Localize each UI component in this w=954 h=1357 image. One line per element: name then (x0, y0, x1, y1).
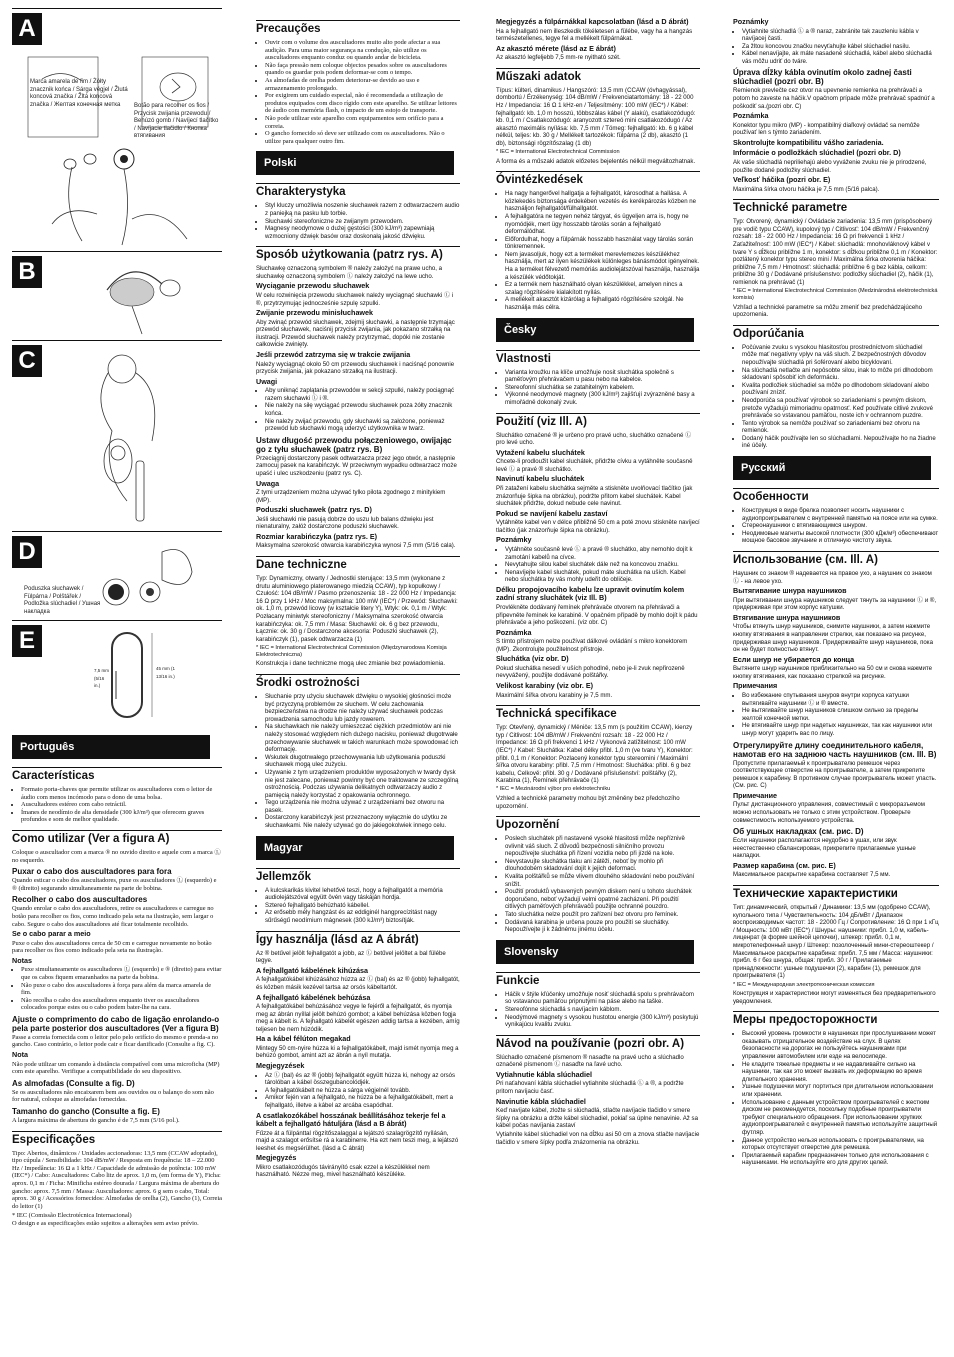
subheading: Pokud se navíjení kabelu zastaví (496, 508, 608, 518)
paragraph: Az akasztó legfeljebb 7,5 mm-re nyitható szét. (496, 54, 621, 62)
paragraph: Provlékněte dodávaný řemínek přehrávače otvorem na přehrávači a připevněte řemínek ke karabině. V opačném případě by mohlo dojít k pádu přehrávače a jeho poškození. (viz obr. C) (496, 603, 698, 627)
paragraph: Mintegy 50 cm-nyire húzza ki a fejhallgatókábelt, majd ismét nyomja meg a behúzó gombot, amint azt az ábrán a nyíl mutatja. (256, 1044, 459, 1060)
list-item: • Poslech sluchátek při nastavené vysoké hlasitosti může nepříznivě ovlivnit váš sluch. Z důvodů bezpečnosti silničního provozu nepoužívejte sluchátka při řízení vozidla nebo při jízdě na kole. (505, 835, 700, 858)
column-3 (496, 8, 700, 1148)
list-item: • A mellékelt akasztót kizárólag a fejhallgató rögzítésére szolgál. Ne használja más célra. (505, 296, 700, 311)
figure-b-label: B (12, 256, 42, 288)
heading-hu-features: Jellemzők (256, 868, 460, 884)
section-pt-use (12, 830, 222, 1125)
paragraph: Puxe o cabo dos auscultadores cerca de 50 cm e carregue novamente no botão para recolher os fios como indicado pela seta na ilustração. (12, 939, 212, 955)
figure-e-label: E (12, 625, 42, 657)
section-pt-specs (12, 1131, 222, 1228)
figure-a-label: A (12, 13, 42, 45)
lang-header-cesky: Česky (496, 318, 694, 342)
list-item: • Počúvanie zvuku s vysokou hlasitosťou prostredníctvom slúchadiel môže mať negatívny vplyv na váš sluch. Z bezpečnostných dôvodov nepoužívajte slúchadlá pri šoférovaní alebo bicyklovaní. (742, 344, 939, 367)
list-item: • Ez a termék nem használható olyan készülékkel, amelyen nincs a szalag rögzítésére kialakított nyílás. (505, 281, 700, 296)
subheading: Примечания (733, 681, 778, 691)
list-item: • Amikor fején van a fejhallgató, ne húzza be a fejhallgatókábelt, mert a fejhallgató, illetve a kábel az arcába csapódhat. (265, 1094, 460, 1109)
list-item: • Прилагаемый карабин предназначен только для использования с наушниками. Не используйте его для других целей. (742, 1152, 939, 1167)
heading-cs-precautions: Upozornění (496, 816, 700, 832)
list-item: • Неодимовые магниты высокой плотности (300 кДж/м³) обеспечивают мощное басовое звучание и отличную чистоту звука. (742, 530, 939, 545)
subheading: Poznámky (496, 535, 532, 545)
paragraph: Максимальное раскрытие карабина составляет 7,5 мм. (733, 871, 891, 879)
subheading: Skontrolujte kompatibilitu vášho zariadenia. (733, 137, 884, 147)
figure-d-caption: Poduszka słuchawek / Fülpárna / Polštářek / Podložka slúchadiel / Ушная накладка (24, 586, 101, 615)
subheading: Vytažení kabelu sluchátek (496, 447, 585, 457)
heading-pt-specs: Especificações (12, 1131, 222, 1147)
list-item: • Az Ⓛ (bal) és az ® (jobb) fejhallgatót együtt húzza ki, nehogy az orsós tárolóban a kábel összegubancolódjék. (265, 1072, 460, 1087)
column-2 (256, 8, 460, 1181)
paragraph: Typ: Dynamiczny, otwarty / Jednostki sterujące: 13,5 mm (wykonane z drutu aluminiowego platerowanego miedzią CCAW), typ kopułkowy / Czułość: 104 dB/mW / Pasmo przenoszenia: 18 - 22 000 Hz / Impedancja: 16 Ω przy 1 kHz / Moc maksymalna: 100 mW (IEC*) / Przewód: Słuchawki: ok. 1,0 m, przewód licowy (w kształcie litery Y), Wtyk: ok. 0,1 m / Wtyk: Pozłacany miniwtyk stereofoniczny / Maksymalna szerokość otwarcia karabińczyka: ok. 7,5 mm / Masa: Słuchawki: ok. 6 g bez przewodu, Łącznie: ok. 30 g / Dostarczone akcesoria: Poduszki słuchawek (2), karabińczyk (1), pasek odtwarzacza (1) (256, 575, 458, 643)
list-item: • Tento výrobok sa nemôže používať so zariadeniami bez otvoru na remienok. (742, 420, 939, 435)
paragraph: O design e as especificações estão sujeitos a alterações sem aviso prévio. (12, 1220, 199, 1228)
list-item: • Высокий уровень громкости в наушниках при прослушивании может оказывать отрицательное воздействие на слух. В целях безопасности на дорогах не пользуйтесь наушниками при управлении автомобилем или езде на велосипеде. (742, 1030, 939, 1060)
subheading: Rozmiar karabińczyka (patrz rys. E) (256, 531, 378, 541)
paragraph: A fejhallgatókábel behúzásához vegye le fejéről a fejhallgatót, és nyomja meg az ábrán nyíllal jelölt behúzó gombot; a kábel behúzása közben fogja meg a kábelt is. A fejhallgató kábelét egészen addig tartsa a kezében, amíg teljesen be nem húzódik. (256, 1003, 460, 1033)
subheading: A fejhallgató kábelének kihúzása (256, 965, 368, 975)
heading-pt-precautions: Precauções (256, 20, 460, 36)
paragraph: Vzhled a technické parametry mohou být změněny bez předchozího upozornění. (496, 794, 680, 810)
list-item: • A fejhallgatókábelt ne húzza a sárga végjelnél tovább. (265, 1087, 460, 1095)
figure-a (12, 8, 222, 251)
list-item: • Słuchawki stereofoniczne ze zwijanym przewodem. (265, 218, 460, 226)
paragraph: Chcete-li prodloužit kabel sluchátek, přidržte cívku a vytáhněte současně levé Ⓛ a pravé ® sluchátko. (496, 458, 693, 473)
paragraph: Se os auscultadores não encaixarem bem aos ouvidos ou o balanço do som não for natural, coloque as almofadas fornecidas. (12, 1088, 214, 1104)
heading-cs-specs: Technická specifikace (496, 705, 700, 721)
paragraph: Tipo: Abertos, dinâmicos / Unidades accionadoras: 13,5 mm (CCAW adoptado), tipo cúpula / Sensibilidade: 104 dB/mW / Resposta em frequência: 18 – 22.000 Hz / Impedância: 16 Ω a 1 kHz / Capacidade de admissão de potência: 100 mW (IEC*) / Cabo: Auscultadores: Cabo litz de aprox. 1,0 m, (em forma de Y), Ficha: aprox. 0,1 m / Ficha: Minificha estéreo dourada / Largura máxima de abertura do gancho: aprox. 7,5 mm / Massa: Auscultadores: aprox. 6 g sem o cabo, Total: aprox. 30 g / Acessórios fornecidos: Almofadas de orelha (2), Gancho (1), Correia do leitor (1) (12, 1149, 222, 1210)
list-item: • Не кладите тяжелые предметы и не надавливайте сильно на наушники, так как это может вызвать их деформацию во время длительного хранения. (742, 1061, 939, 1084)
paragraph: Ak vaše slúchadlá nepriliehajú alebo vyváženie zvuku nie je prirodzené, použite dodané podložky slúchadiel. (733, 158, 927, 174)
list-item: • Kvalita polštářků se může vlivem dlouhého skladování nebo používání snížit. (505, 873, 700, 888)
paragraph: Тип: динамический, открытый / Динамики: 13,5 мм (одобрено CCAW), купольного типа / Чувствительность: 104 дБ/мВт / Диапазон воспроизводимых частот: 18 - 22000 Гц / Сопротивление: 16 Ω при 1 кГц / Мощность: 100 мВт (IEC*) / Шнуры: наушники: прибл. 1,0 м, кабель-лиценрат (в форме шейной цепочки), штекер: прибл. 0,1 м, микротелефонный шнур / Штекер: позолоченный мини-стереоштекер / Максимальное раскрытие карабина: прибл. 7,5 мм / Масса: наушники: прибл. 6 г без шнура, общая: прибл. 30 г / Прилагаемые принадлежности: ушные подушечки (2), карабин (1), ремешок для проигрывателя (1) (733, 904, 939, 980)
lang-header-polski: Polski (256, 151, 454, 175)
heading-sk-precautions: Odporúčania (733, 325, 939, 341)
subheading: Uwaga (256, 478, 280, 488)
subheading: Informácie o podložkách slúchadiel (pozri obr. D) (733, 148, 901, 158)
list-item: • Słuchanie przy użyciu słuchawek dźwięku o wysokiej głośności może być przyczyną problemów ze słuchem. W celu zachowania bezpieczeństwa na drodze nie należy używać słuchawek podczas prowadzenia samochodu lub jazdy rowerem. (265, 693, 460, 723)
heading-pl-features: Charakterystyka (256, 183, 460, 199)
column-1 (12, 8, 222, 1232)
paragraph: Наушник со знаком ® надевается на правое ухо, а наушник со знаком Ⓛ - на левое ухо. (733, 570, 932, 585)
paragraph: Sluchátko označené ® je určeno pro pravé ucho, sluchátko označené Ⓛ pro levé ucho. (496, 431, 692, 447)
list-item: • Stereofonní sluchátka se zatahitelným kabelem. (505, 384, 700, 392)
figure-e-length-dim: 45 mm (1 13/16 in.) (156, 666, 176, 679)
subheading: Если шнур не убирается до конца (733, 654, 855, 664)
list-item: • Ímanes de neodímio de alta densidade (300 kJ/m³) que oferecem graves profundos e som de melhor qualidade. (21, 809, 222, 824)
list-item: • Sztereó fejhallgató behúzható kábellel. (265, 902, 460, 910)
list-item: • Não recolha o cabo dos auscultadores enquanto tiver os auscultadores colocados porque estes ou o cabo podem bater-lhe na cara. (21, 997, 222, 1012)
list-item: • A fejhallgatóra ne tegyen nehéz tárgyat, és ügyeljen arra is, hogy ne nyomódjék, mert ügy hosszabb tárolás során a fejhallgató deformálódhat. (505, 213, 700, 236)
subheading: Se o cabo parar a meio (12, 929, 91, 939)
figure-e-opening-dim: 7,5 mm (5/16 in.) (94, 668, 110, 689)
subheading: Poznámka (733, 111, 769, 121)
list-item: • Dodaný háčik používajte len so slúchadlami. Nepoužívajte ho na žiadne iné účely. (742, 435, 939, 450)
paragraph: Slúchadlo označené písmenom ® nasaďte na pravé ucho a slúchadlo označené písmenom Ⓛ nasaďte na ľavé ucho. (496, 1053, 684, 1069)
list-item: • Kábel nenavíjajte, ak máte nasadené slúchadlá, kábel alebo slúchadlá vás môžu udriť do tváre. (742, 50, 939, 65)
paragraph: Чтобы втянуть шнур наушников, снимите наушники, а затем нажмите кнопку втягивания в направлении стрелки, как показано на рисунке, придерживая шнур наушников. Придерживайте шнур наушников, пока он не будет полностью втянут. (733, 623, 933, 654)
subheading: Velikost karabiny (viz obr. E) (496, 681, 594, 691)
paragraph: Quando esticar o cabo dos auscultadores, puxe os auscultadores Ⓛ (esquerdo) e ® (direito) segurando simultaneamente na parte de bobina. (12, 877, 217, 892)
list-item: • Tego urządzenia nie można używać z urządzeniami bez otworu na pasek. (265, 799, 460, 814)
footnote: * IEC = Mezinárodní výbor pro elektrotechniku (496, 786, 611, 793)
heading-pt-use: Como utilizar (Ver a figura A) (12, 830, 222, 846)
subheading: Megjegyzés a fülpárnákkal kapcsolatban (lásd a D ábrát) (496, 17, 689, 26)
paragraph: При вытягивании шнура наушников следует тянуть за наушники Ⓛ и ®, придерживая при этом корпус катушки. (733, 596, 937, 612)
list-item: • Aby uniknąć zaplątania przewodów w sekcji szpulki, należy pociągnąć razem słuchawki Ⓛ i ®. (265, 387, 460, 402)
heading-ru-use: Использование (см. Ill. A) (733, 551, 939, 567)
paragraph: Konektor typu mikro (MP) - kompatibilný diaľkový ovládač sa nemôže používať len s týmto zariadením. (733, 121, 920, 137)
heading-cs-use: Použití (viz Ill. A) (496, 413, 700, 429)
paragraph: Ha a fejhallgató nem illeszkedik tökéletesen a fülébe, vagy ha a hangzás természetellenes, tegye fel a mellékelt fülpárnákat. (496, 27, 693, 43)
heading-sk-use: Návod na používanie (pozri obr. A) (496, 1035, 700, 1051)
list-item: • Neodporúča sa používať výrobok so zariadeniami s pevným diskom, pretože vyžadujú mimoriadnu opatrnosť. Keď používate citlivé zvukové prehrávače so vstavanou pamäťou, noste ich v ochrannom puzdre. (742, 397, 939, 420)
subheading: Poznámky (733, 17, 769, 26)
paragraph: Jeśli słuchawki nie pasują dobrze do uszu lub balans dźwięku jest nienaturalny, załóż dostarczone poduszki słuchawek. (256, 515, 434, 531)
list-item: • Puxe simultaneamente os auscultadores Ⓛ (esquerdo) e ® (direito) para evitar que os cabos fiquem emaranhados na parte da bobina. (21, 966, 222, 981)
paragraph: Típus: külteri, dinamikus / Hangszóró: 13,5 mm (CCAW (óvhagyással), dombortú / Érzékenység: 104 dB/mW / Frekvenciatartomány: 18 - 22 000 Hz / Impedancia: 16 Ω 1 kHz-en / Teljesítmény: 100 mW (IEC*) / Kábel: fejhallgató: kb. 1,0 m hosszú, többszálas kábel (Y alakú), csatlakozódugó: kb. 0,1 m / Csatlakozódugó: aranyozott sztereó mini csatlakozódugó / Az akasztó maximális nyílása: kb. 7,5 mm / Tömeg: fejhallgató: kb. 6 g kábel nélkül, teljes: kb. 30 g / Mellékelt tartozékok: fülpárna (2 db), akasztó (1 db), biztonsági rögzítőszalag (1 db) (496, 86, 696, 147)
list-item: • Ouvir com o volume dos auscultadores muito alto pode afectar a sua audição. Para uma maior segurança na condução, não utilize os auscultadores enquanto conduz ou quando andar de bicicleta. (265, 39, 460, 62)
list-item: • Nie należy zwijać przewodu, gdy słuchawki są założone, ponieważ przewód lub słuchawki mogą uderzyć użytkownika w twarz. (265, 418, 460, 433)
subheading: Poduszki słuchawek (patrz rys. D) (256, 505, 372, 515)
subheading: Tamanho do gancho (Consulte a fig. E) (12, 1106, 160, 1116)
heading-cs-features: Vlastnosti (496, 350, 700, 366)
heading-ru-precautions: Меры предосторожности (733, 1011, 939, 1027)
subheading: Navinutí kabelu sluchátek (496, 474, 585, 484)
list-item: • Nevystavujte sluchátka tlaku ani zátěži, neboť by mohlo při dlouhodobém skladování dojít k jejich deformaci. (505, 858, 700, 873)
subheading: Zwijanie przewodu minisłuchawek (256, 308, 374, 318)
list-item: • Não puxe o cabo dos auscultadores à força para além da marca amarela de fim. (21, 982, 222, 997)
subheading: Jeśli przewód zatrzyma się w trakcie zwijania (256, 350, 411, 360)
subheading: Délku propojovacího kabelu lze upravit ovinutím kolem zadní strany sluchátek (viz Ill. B) (496, 584, 685, 603)
subheading: Nota (12, 1050, 28, 1060)
subheading: Втягивание шнура наушников (733, 612, 841, 622)
paragraph: Remienok prevlečte cez otvor na upevnenie remienka na prehrávači a potom ho zaveste na háčik.V opačnom prípade môže prehrávač spadnúť a poškodiť sa.(pozri obr. C) (733, 87, 935, 110)
list-item: • Styl kluczy umożliwia noszenie słuchawek razem z odtwarzaczem audio z paniejką na pasku lub torbie. (265, 202, 460, 217)
heading-pl-use: Sposób użytkowania (patrz rys. A) (256, 246, 460, 262)
paragraph: Maximální šířka otvoru karabiny je 7,5 mm. (496, 691, 613, 699)
list-item: • Używanie z tym urządzeniem produktów wyposażonych w twardy dysk nie jest zalecane, ponieważ powinny być one traktowane ze szczególną ostrożnością. Podczas używania delikatnych odtwarzaczy audio z pamięcią należy korzystać z opakowania ochronnego. (265, 769, 460, 799)
list-item: • Dostarczony karabińczyk jest przeznaczony wyłącznie do użytku ze słuchawkami. Nie należy używać go do jakiegokolwiek innego celu. (265, 814, 460, 829)
figure-c (12, 340, 222, 531)
heading-pt-features: Características (12, 767, 222, 783)
paragraph: Fűzze át a fülpánttal rögzítőszalaggal a lejátszó szalagrögzítő nyílásán, majd a szalagot erősítse rá a karabinerre. Ha ezt nem teszi meg, a lejátszó leeshet és megsérülhet. (lásd a C ábrát) (256, 1129, 459, 1152)
footnote: * IEC = International Electrotechnical Commission (Medzinárodná elektrotechnická komisia) (733, 288, 938, 302)
paragraph: A largura máxima de abertura do gancho é de 7,5 mm (5/16 pol.). (12, 1116, 180, 1124)
figure-b-illustration (12, 252, 222, 340)
list-item: • Не вытягивайте шнур наушников слишком сильно за пределы желтой конечной метки. (742, 707, 939, 722)
subheading: A csatlakozókábel hosszának beállításához tekerje fel a kábelt a fejhallgató hátuljára (lásd a B ábrát) (256, 1110, 446, 1129)
subheading: Navinutie kábla slúchadiel (496, 1096, 586, 1106)
list-item: • Данное устройство нельзя использовать с проигрывателями, на которых отсутствует отверстие для ремешка. (742, 1137, 939, 1152)
list-item: • Neodýmové magnety s vysokou hustotou energie (300 kJ/m³) poskytujú vynikajúcu kvalitu zvuku. (505, 1014, 700, 1029)
paragraph: S tímto přístrojem nelze používat dálkové ovládání s mikro konektorem (MP). Zkontrolujte použitelnost přístroje. (496, 638, 688, 653)
list-item: • As almofadas de orelha podem deteriorar-se devido ao uso e armazenamento prolongado. (265, 77, 460, 92)
paragraph: Конструкция и характеристики могут изменяться без предварительного уведомления. (733, 990, 936, 1005)
list-item: • O gancho fornecido só deve ser utilizado com os auscultadores. Não o utilize para qualquer outro fim. (265, 130, 460, 145)
list-item: • Formato porta-chaves que permite utilizar os auscultadores com o leitor de áudio com menos incómodo para o dono de uma bolsa. (21, 786, 222, 801)
list-item: • Конструкция в виде брелка позволяет носить наушники с аудиопроигрывателем с внутренней памятью на поясе или на сумке. (742, 507, 939, 522)
paragraph: Vytiahnite kábel slúchadiel von na dĺžku asi 50 cm a znova stlačte navíjacie tlačidlo v smere šípky podľa znázornenia na obrázku. (496, 1131, 700, 1147)
paragraph: Keď navíjate kábel, zložte si slúchadlá, stlačte navíjacie tlačidlo v smere šípky na obrázku a držte kábel slúchadiel, pokiaľ sa úplne nenavinie. Až sa kábel počas navíjania zastaví (496, 1107, 698, 1130)
lang-header-portugues: Português (12, 735, 210, 759)
subheading: As almofadas (Consulte a fig. D) (12, 1078, 135, 1088)
paragraph: Aby zwinąć przewód słuchawek, zdejmij słuchawki, a następnie trzymając przewód słuchawek, naciśnij przycisk zwijania, jak pokazano strzałką na ilustracji. Przewód słuchawek należy przytrzymać, dopóki nie zostanie całkowicie zwinięty. (256, 318, 455, 349)
paragraph: Słuchawkę oznaczoną symbolem ® należy założyć na prawe ucho, a słuchawkę oznaczoną symbolem Ⓛ należy założyć na lewe ucho. (256, 265, 443, 280)
heading-hu-specs: Műszaki adatok (496, 68, 700, 84)
subheading: Размер карабина (см. рис. E) (733, 860, 836, 870)
heading-pl-specs: Dane techniczne (256, 556, 460, 572)
subheading: Вытягивание шнура наушников (733, 586, 847, 596)
heading-pl-precautions: Środki ostrożności (256, 674, 460, 690)
list-item: • Na slúchadlá netlačte ani nepôsobte silou, inak to môže pri dlhodobom skladovaní spôsobiť ich deformáciu. (742, 367, 939, 382)
heading-ru-features: Особенности (733, 488, 939, 504)
figure-d-label: D (12, 536, 42, 568)
subheading: Примечание (733, 790, 778, 800)
subheading: Recolher o cabo dos auscultadores (12, 895, 148, 905)
list-item: • Na słuchawkach nie należy umieszczać ciężkich przedmiotów ani nie należy stosować względem nich dużego nacisku, ponieważ długotrwałe przechowywanie słuchawek w takich warunkach może spowodować ich deformację. (265, 723, 460, 753)
lang-header-magyar: Magyar (256, 836, 454, 860)
subheading: Poznámka (496, 627, 532, 637)
list-item: • Stereofónne slúchadlá s navíjacím káblom. (505, 1006, 700, 1014)
list-item: • Az erősebb mély hangzást és az eddiginél hangprecízitást nagy sűrűségű neodímium mágnesek (300 kJ/m³) biztosítják. (265, 909, 460, 924)
subheading: A fejhallgató kábelének behúzása (256, 992, 371, 1002)
section-pt-precautions (256, 20, 460, 145)
paragraph: Coloque o auscultador com a marca ® no ouvido direito e aquele com a marca Ⓛ no esquerdo. (12, 848, 221, 864)
list-item: • Nie należy na siłę wyciągać przewodu słuchawek poza żółty znacznik końca. (265, 402, 460, 417)
list-item: • Za žltou koncovou značku nevyťahujte kábel slúchadiel nasilu. (742, 43, 939, 51)
list-item: • Não pode utilizar este aparelho com equipamentos sem orifício para a correia. (265, 115, 460, 130)
subheading: Отрегулируйте длину соединительного кабеля, намотав его на заднюю часть наушников (см. Ill. B) (733, 740, 937, 759)
subheading: Об ушных накладках (см. рис. D) (733, 827, 864, 837)
list-item: • A kulcskarikás kivitel lehetővé teszi, hogy a fejhallgatót a memória audiolejátszóval együtt övén vagy táskáján hordja. (265, 887, 460, 902)
paragraph: Typ: Otvorený, dynamický / Ovládacie zariadenia: 13,5 mm (prispôsobený pre vodič typu CCAW), kupolový typ / Citlivosť: 104 dB/mW / Frekvenčný rozsah: 18 - 22 000 Hz / Impedancia: 16 Ω pri frekvencii 1 kHz / Zaťažiteľnosť: 100 mW (IEC*) / Kábel: slúchadlá: mnohovláknový kábel v tvare Y s dĺžkou približne 1 m, konektor: s dĺžkou približne 0,1 m / Konektor: pozlátený konektor typu stereo mini / Maximálna šírka otvorenia háčika: približne 7,5 mm / Hmotnosť: slúchadlá: približne 6 g bez kábla, celkom: približne 30 g / Dodávané príslušenstvo: podložky slúchadiel (2), háčik (1), remienok na prehrávač (1) (733, 218, 938, 286)
list-item: • Nenavíjejte kabel sluchátek, pokud máte sluchátka na uších. Kabel nebo sluchátka by vás mohly udeřit do obličeje. (505, 569, 700, 584)
list-item: • Wskutek długotrwałego przechowywania lub użytkowania poduszki słuchawek mogą ulec zużyciu. (265, 754, 460, 769)
lang-header-russian: Русский (733, 456, 931, 480)
heading-sk-specs: Technické parametre (733, 199, 939, 215)
paragraph: Пропустите прилагаемый к проигрывателю ремешок через соответствующее отверстие на проигрывателе, а затем прикрепите ремешок к карабину. В противном случае проигрыватель может упасть. (См. рис. C) (733, 759, 937, 790)
subheading: Ustaw długość przewodu połączeniowego, owijając go z tyłu słuchawek (patrz rys. B) (256, 435, 452, 454)
subheading: Puxar o cabo dos auscultadores para fora (12, 867, 172, 877)
list-item: • Nem javasoljuk, hogy ezt a terméket merevlemezes készülékhez használja, mert az ilyen készülékek különleges bánásmódot igényelnek. Ha a terméket félvezető memóriás audiolejátszóval használja, használja a készülék védőtokját. (505, 251, 700, 281)
list-item: • Výkonné neodymové magnety (300 kJ/m³) zajišťují zvýrazněné basy a mimořádně dokonalý zvuk. (505, 391, 700, 406)
paragraph: Należy wyciągnąć około 50 cm przewodu słuchawek i naciśnąć ponownie przycisk zwijania, jak pokazano strzałką na ilustracji. (256, 360, 455, 376)
paragraph: Przeciągnij dostarczony pasek odtwarzacza przez jego otwór, a następnie zamocuj pasek na karabińczyk. W przeciwnym wypadku odtwarzacz może upaść i ulec uszkodzeniu (patrz rys. C). (256, 454, 457, 477)
paragraph: Если наушники располагаются неудобно в ушах, или звук неестественно сбалансирован, прикрепите прилагаемые ушные накладки. (733, 837, 916, 860)
paragraph: Pri naťahovaní kábla slúchadiel vytiahnite slúchadlá Ⓛ a ®, a podržte pritom navíjaciu časť. (496, 1080, 684, 1096)
paragraph: Quando enrolar o cabo dos auscultadores, retire os auscultadores e carregue no botão para recolher os fios, como indicado pela seta na ilustração, sem largar o cabo. Segure o cabo dos auscultadores até ficar totalmente recolhido. (12, 905, 214, 928)
list-item: • Tato sluchátka nelze použít pro zařízení bez otvoru pro řemínek. (505, 911, 700, 919)
subheading: Vytiahnutie kábla slúchadiel (496, 1069, 592, 1079)
list-item: • Во избежание спутывания шнуров внутри корпуса катушки вытягивайте наушники Ⓛ и ® вместе. (742, 692, 939, 707)
heading-hu-use: Így használja (lásd az A ábrát) (256, 931, 460, 947)
list-item: • Стереонаушники с втягивающимся шнуром. (742, 522, 939, 530)
heading-ru-specs: Технические характеристики (733, 885, 939, 901)
paragraph: A fejhallgatókábel kihúzásához húzza az Ⓛ (bal) és az ® (jobb) fejhallgatót, és közben másik kezével tartsa az orsós kábeltartót. (256, 976, 460, 991)
list-item: • Não faça pressão nem coloque objectos pesados sobre os auscultadores quando os guardar pois podem deformar-se com o tempo. (265, 62, 460, 77)
list-item: • Vytáhněte současně levé Ⓛ a pravé ® sluchátko, aby nemohlo dojít k zamotání kabelů na cívce. (505, 546, 700, 561)
paragraph: Při zatažení kabelu sluchátka sejměte a stiskněte uvolňovací tlačítko (jak znázorňuje šipka na obrázku), podržte přitom kabel sluchátek. Kabel sluchátek přidržte, dokud nebude cele navinut. (496, 484, 693, 508)
list-item: • Ha nagy hangerővel hallgatja a fejhallgatót, károsodhat a hallása. A közlekedés biztonsága érdekében vezetés és kerékpározás közben ne használjon fejhallgatót/fülhallgatót. (505, 190, 700, 213)
list-item: • Auscultadores estéreo com cabo retráctil. (21, 801, 222, 809)
lang-header-slovensky: Slovensky (496, 940, 694, 964)
figure-e-illustration (12, 621, 222, 727)
paragraph: Az ® betűvel jelölt fejhallgatót a jobb, az Ⓛ betűvel jelöltet a bal fülébe tegye. (256, 949, 446, 965)
list-item: • Por exigirem um cuidado especial, não é recomendada a utilização de produtos equipados com disco rígido com este aparelho. Se utilizar leitores de áudio com memória flash, o impacto de um estojo de transporte. (265, 92, 460, 115)
subheading: Notas (12, 955, 32, 965)
list-item: • Не втягивайте шнур при надетых наушниках, так как наушники или шнур могут ударить вас по лицу. (742, 722, 939, 737)
list-item: • Előfordulhat, hogy a fülpárnák hosszabb használat vagy tárolás során tönkremennek. (505, 236, 700, 251)
paragraph: Пульт дистанционного управления, совместимый с микроразъемом можно использовать не только с этим устройством. Проверьте совместимость используемого устройства. (733, 801, 925, 824)
heading-hu-precautions: Óvintézkedések (496, 171, 700, 187)
list-item: • Varianta kroužku na klíče umožňuje nosit sluchátka společně s paměťovým přehrávačem u pasu nebo na kabelce. (505, 369, 700, 384)
figure-e (12, 620, 222, 727)
paragraph: Typ: Otevřený, dynamický / Měniče: 13,5 mm (s použitím CCAW), kienzy typ / Citlivost: 104 dB/mW / Frekvenční rozsah: 18 - 22 000 Hz / Impedance: 16 Ω při frekvenci 1 kHz / Vykonová zatížitelnost: 100 mW (IEC*) / Kabel: Sluchátka: Kabel délky přibl. 1,0 m (ve tvaru Y), Konektor: přibl. 0,1 m / Konektor: Pozlacený konektor typu stereomini / Maximální šířka otvoru karabiny: přibl. 7,5 mm / Hmotnost: Sluchátka: přibl. 6 g bez kabelu, Celkově: přibl. 30 g / Dodávané příslušenství: polštářky (2), Karabina (1), Řemínek přehrávače (1) (496, 724, 693, 785)
list-item: • Použití produktů vybavených pevným diskem není u tohoto sluchátek doporučeno, neboť vyžadují velmi opatrné zacházení. Při použití citlivých paměťových přehrávačů použijte ochranné pouzdro. (505, 888, 700, 911)
paragraph: Vzhľad a technické parametre sa môžu zmeniť bez predchádzajúceho upozornenia. (733, 303, 923, 319)
subheading: Veľkosť háčika (pozri obr. E) (733, 175, 831, 185)
list-item: • Magnesy neodymowe o dużej gęstości (300 kJ/m³) zapewniają wzmocniony dźwięk basów oraz doskonałą jakość dźwięku. (265, 225, 460, 240)
list-item: • Ушные подушечки могут портиться при длительном использовании или хранении. (742, 1083, 939, 1098)
figure-c-illustration (12, 341, 222, 531)
paragraph: A forma és a műszaki adatok előzetes bejelentés nélkül megváltozhatnak. (496, 157, 696, 165)
subheading: Wyciąganie przewodu słuchawek (256, 281, 370, 291)
list-item: • Использование с данным устройством проигрывателей с жестким диском не рекомендуется, поскольку подобные проигрыватели требуют специального обращения. При использовании хрупких аудиопроигрывателей с внутренней памятью используйте защитный футляр. (742, 1099, 939, 1137)
footnote: * IEC = Международная электротехническая комиссия (733, 981, 875, 988)
figure-b (12, 251, 222, 340)
subheading: Uwagi (256, 376, 278, 386)
subheading: Megjegyzés (256, 1153, 297, 1163)
subheading: Az akasztó mérete (lásd az E ábrát) (496, 43, 616, 53)
list-item: • Háčik v štýle kľúčenky umožňuje nosiť slúchadlá spolu s prehrávačom so vstavanou pamäťou pripnutými na páse alebo na taške. (505, 991, 700, 1006)
paragraph: Mikro csatlakozódugós távirányító csak ezzel a készülékkel nem használható. Nézze meg, mivel használható készüléke. (256, 1163, 430, 1179)
footnote: * IEC (Comissão Electrotécnica Internacional) (12, 1211, 132, 1219)
figure-a-marker-caption: Marca amarela de fim / Żółty znacznik końca / Sárga végjel / Žlutá koncová značka / Žltá koncová značka / Желтая конечная метка (30, 79, 128, 108)
paragraph: Pokud sluchátka nesedí v uších pohodlně, nebo je-li zvuk nepřirozeně nevyvážený, použijte dodávané polštářky. (496, 664, 685, 680)
figure-d (12, 531, 222, 620)
section-pt-features (12, 767, 222, 824)
list-item: • Vytiahnite slúchadlá Ⓛ a ® naraz, zabránite tak zauzleniu kábla v navíjacej časti. (742, 28, 939, 43)
subheading: Sluchátka (viz obr. D) (496, 654, 569, 664)
list-item: • Dodávaná karabina je určena pouze pro použití se sluchátky. Nepoužívejte ji k žádnému jinému účelu. (505, 919, 700, 934)
subheading: Ha a kábel félúton megakad (256, 1034, 351, 1044)
paragraph: Maximálna šírka otvoru háčika je 7,5 mm (5/16 palca). (733, 185, 880, 193)
paragraph: Maksymalna szerokość otwarcia karabińczyka wynosi 7,5 mm (5/16 cala). (256, 542, 456, 550)
paragraph: Вытяните шнур наушников приблизительно на 50 см и снова нажмите кнопку втягивания, как показано стрелкой на рисунке. (733, 665, 932, 680)
figure-a-button-caption: Botão para recolher os fios / Przycisk zwijania przewodu / Behúzó gomb / Navíjecí tlačítko / Navíjacie tlačidlo / Кнопка втягивания (134, 103, 219, 140)
figure-c-label: C (12, 345, 42, 377)
subheading: Megjegyzések (256, 1061, 305, 1071)
column-4 (733, 8, 939, 1169)
footnote: * IEC = International Electrotechnical Commission (496, 149, 620, 156)
subheading: Úprava dĺžky kábla ovinutím okolo zadnej časti slúchadiel (pozri obr. B) (733, 68, 912, 87)
paragraph: Vytáhněte kabel ven v délce přibližně 50 cm a poté znovu stiskněte navíjecí tlačítko (jak znázorňuje šipka na obrázku). (496, 519, 700, 534)
subheading: Ajuste o comprimento do cabo de ligação enrolando-o pela parte posterior dos auscultadores (Ver a figura B) (12, 1014, 220, 1033)
paragraph: Passe a correia fornecida com o leitor pelo pelo orifício do mesmo e prenda-a no gancho. Caso contrário, o leitor pode cair e ficar danificado (Consulte a fig. C). (12, 1033, 219, 1049)
footnote: * IEC = International Electrotechnical Commission (Międzynarodowa Komisja Elektrotechniczna) (256, 644, 447, 658)
paragraph: W celu rozwinięcia przewodu słuchawek należy wyciągnąć słuchawki Ⓛ i ®, przytrzymując jednocześnie szpulę szpulki. (256, 291, 454, 307)
list-item: • Kvalita podložiek slúchadiel sa môže po dlhodobom skladovaní alebo používaní zníziť. (742, 382, 939, 397)
heading-sk-features: Funkcie (496, 972, 700, 988)
paragraph: Não pode utilizar um comando à distância compatível com uma microficha (MP) com este aparelho. Verifique a compatibilidade do seu dispositivo. (12, 1060, 220, 1076)
list-item: • Nevytahujte silou kabel sluchátek dále než na koncovou značku. (505, 561, 700, 569)
paragraph: Konstrukcja i dane techniczne mogą ulec zmianie bez powiadomienia. (256, 660, 446, 668)
paragraph: Z tymi urządzeniem można używać tylko pilota zgodnego z minitykiem (MP). (256, 489, 446, 504)
